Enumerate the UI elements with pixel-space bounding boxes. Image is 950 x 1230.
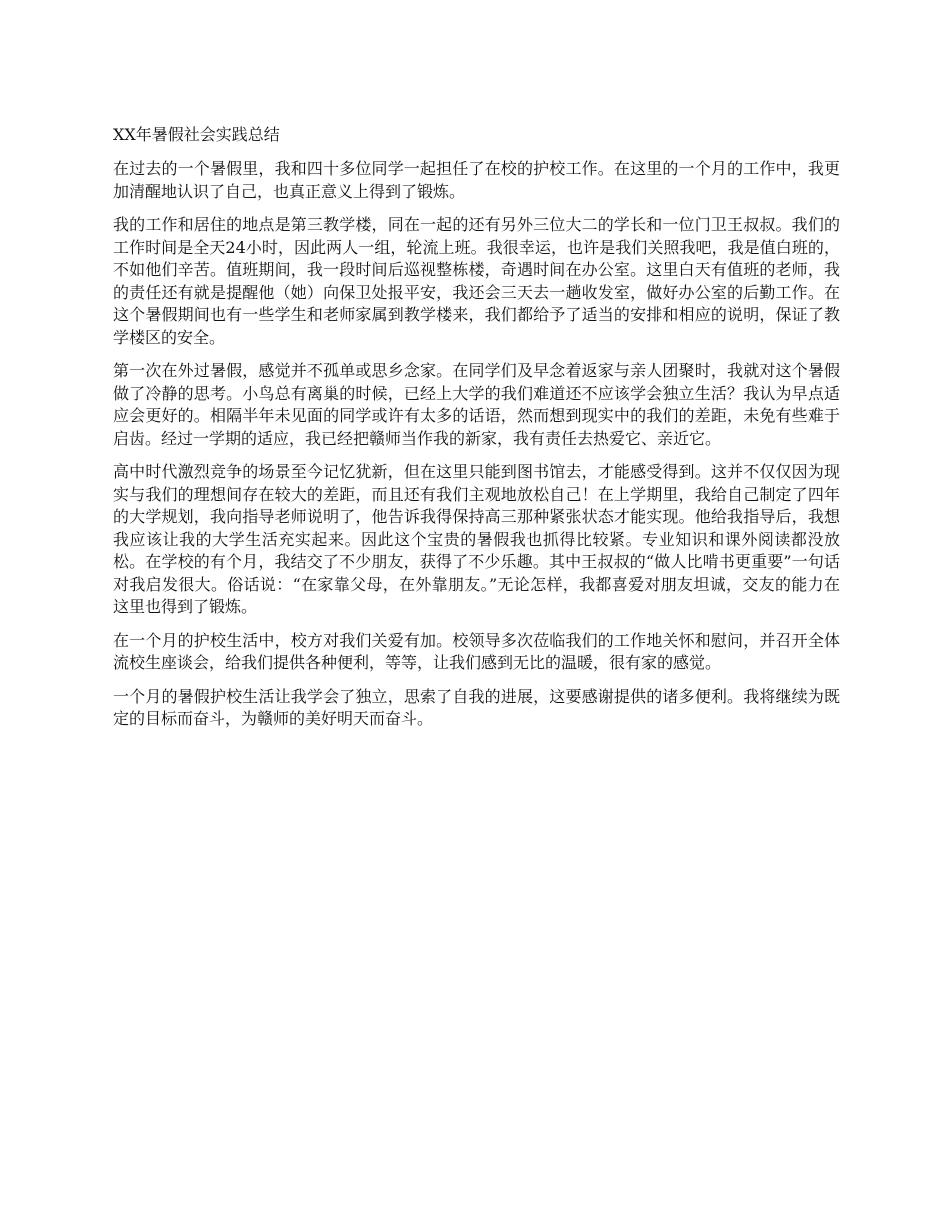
paragraph: 我的工作和居住的地点是第三教学楼，同在一起的还有另外三位大二的学长和一位门卫王叔叔。我们的工作时间是全天24小时，因此两人一组，轮流上班。我很幸运，也许是我们关照我吧，我是值白班的，不如他们辛苦。值班期间，我一段时间后巡视整栋楼，奇遇时间在办公室。这里白天有值班的老师，我的责任还有就是提醒他（她）向保卫处报平安，我还会三天去一趟收发室，做好办公室的后勤工作。在这个暑假期间也有一些学生和老师家属到教学楼来，我们都给予了适当的安排和相应的说明，保证了教学楼区的安全。 [113, 215, 840, 347]
paragraph: 在一个月的护校生活中，校方对我们关爱有加。校领导多次莅临我们的工作地关怀和慰问，并召开全体流校生座谈会，给我们提供各种便利，等等，让我们感到无比的温暖，很有家的感觉。 [113, 630, 840, 672]
paragraph: 高中时代激烈竞争的场景至今记忆犹新，但在这里只能到图书馆去，才能感受得到。这并不仅仅因为现实与我们的理想间存在较大的差距，而且还有我们主观地放松自己！在上学期里，我给自己制定了四年的大学规划，我向指导老师说明了，他告诉我得保持高三那种紧张状态才能实现。他给我指导后，我想我应该让我的大学生活充实起来。因此这个宝贵的暑假我也抓得比较紧。专业知识和课外阅读都没放松。在学校的有个月，我结交了不少朋友，获得了不少乐趣。其中王叔叔的“做人比啃书更重要”一句话对我启发很大。俗话说：“在家靠父母，在外靠朋友。”无论怎样，我都喜爱对朋友坦诚，交友的能力在这里也得到了锻炼。 [113, 462, 840, 616]
document-title: XX年暑假社会实践总结 [113, 125, 280, 144]
paragraph: 在过去的一个暑假里，我和四十多位同学一起担任了在校的护校工作。在这里的一个月的工作中，我更加清醒地认识了自己，也真正意义上得到了锻炼。 [113, 159, 840, 201]
paragraph: 一个月的暑假护校生活让我学会了独立，思索了自我的进展，这要感谢提供的诸多便利。我将继续为既定的目标而奋斗，为赣师的美好明天而奋斗。 [113, 686, 840, 728]
document-page [113, 124, 840, 742]
paragraph: 第一次在外过暑假，感觉并不孤单或思乡念家。在同学们及早念着返家与亲人团聚时，我就对这个暑假做了冷静的思考。小鸟总有离巢的时候，已经上大学的我们难道还不应该学会独立生活？我认为早点适应会更好的。相隔半年未见面的同学或许有太多的话语，然而想到现实中的我们的差距，未免有些难于启齿。经过一学期的适应，我已经把赣师当作我的新家，我有责任去热爱它、亲近它。 [113, 361, 840, 448]
